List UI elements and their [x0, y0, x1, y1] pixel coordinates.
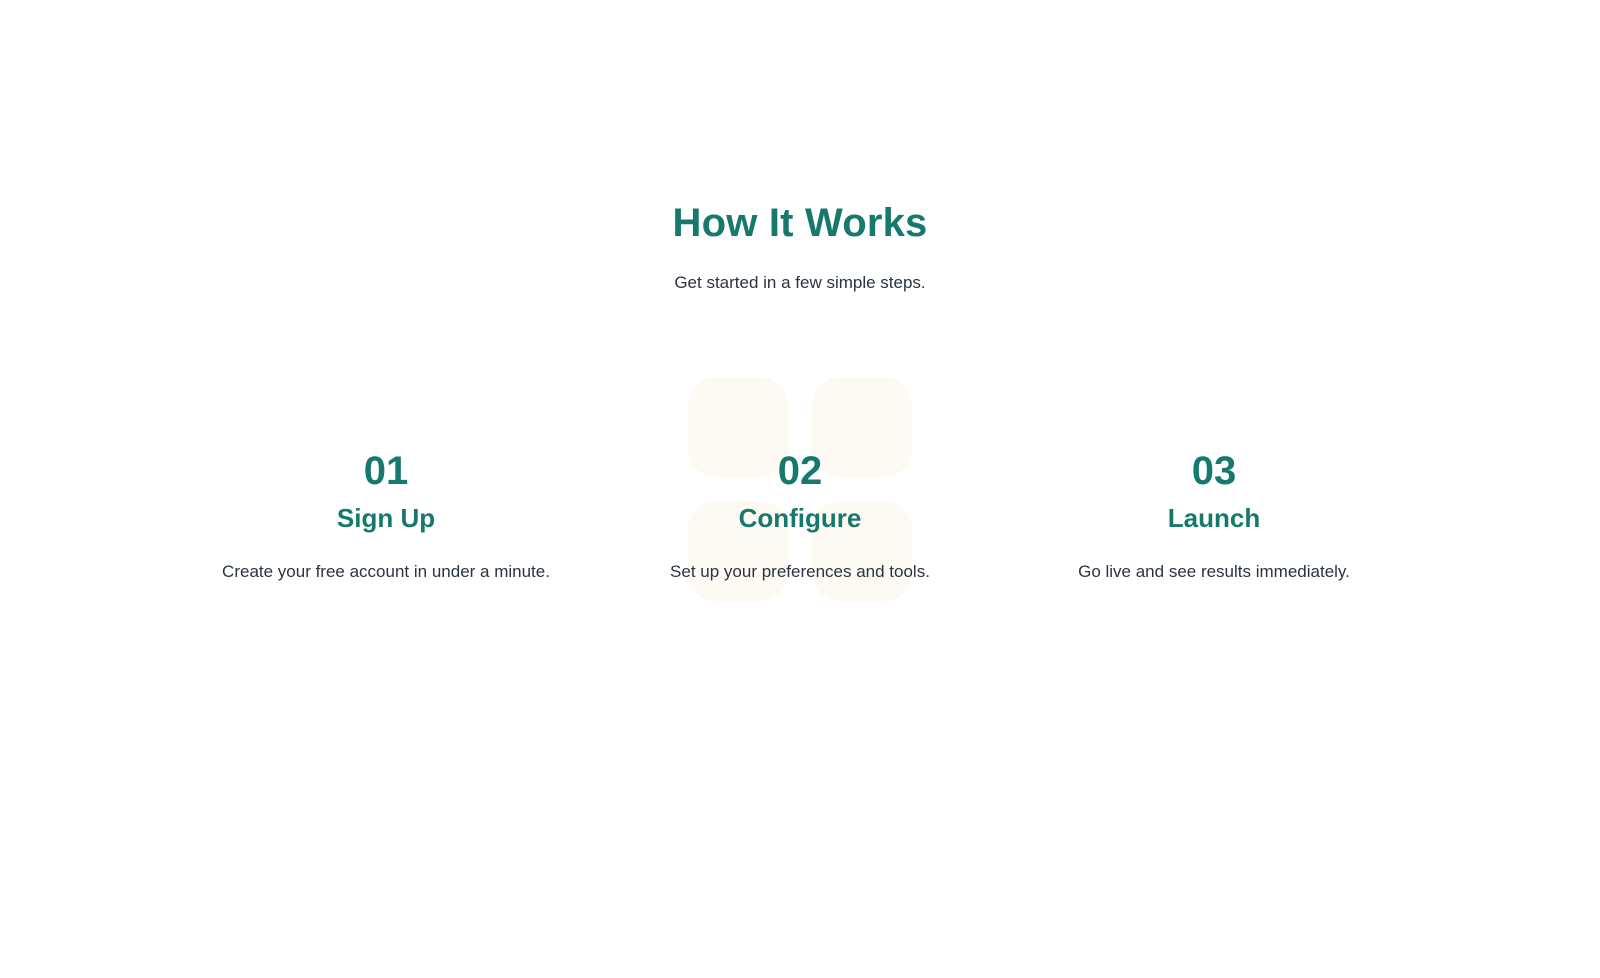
step-description: Set up your preferences and tools. [670, 562, 930, 581]
section-title: How It Works [672, 201, 928, 245]
step-title: Launch [1167, 503, 1261, 533]
section-subtitle: Get started in a few simple steps. [674, 273, 926, 292]
step-configure [593, 447, 1007, 585]
step-description: Go live and see results immediately. [1078, 562, 1350, 581]
step-content [1007, 447, 1421, 585]
step-content [593, 447, 1007, 585]
step-content [179, 447, 593, 585]
step-title: Configure [738, 503, 862, 533]
step-launch [1007, 447, 1421, 585]
step-number: 02 [777, 449, 823, 493]
step-title: Sign Up [336, 503, 436, 533]
step-sign-up [179, 447, 593, 585]
step-number: 03 [1191, 449, 1237, 493]
step-number: 01 [363, 449, 409, 493]
step-description: Create your free account in under a minute. [222, 562, 550, 581]
steps-row [179, 447, 1421, 585]
